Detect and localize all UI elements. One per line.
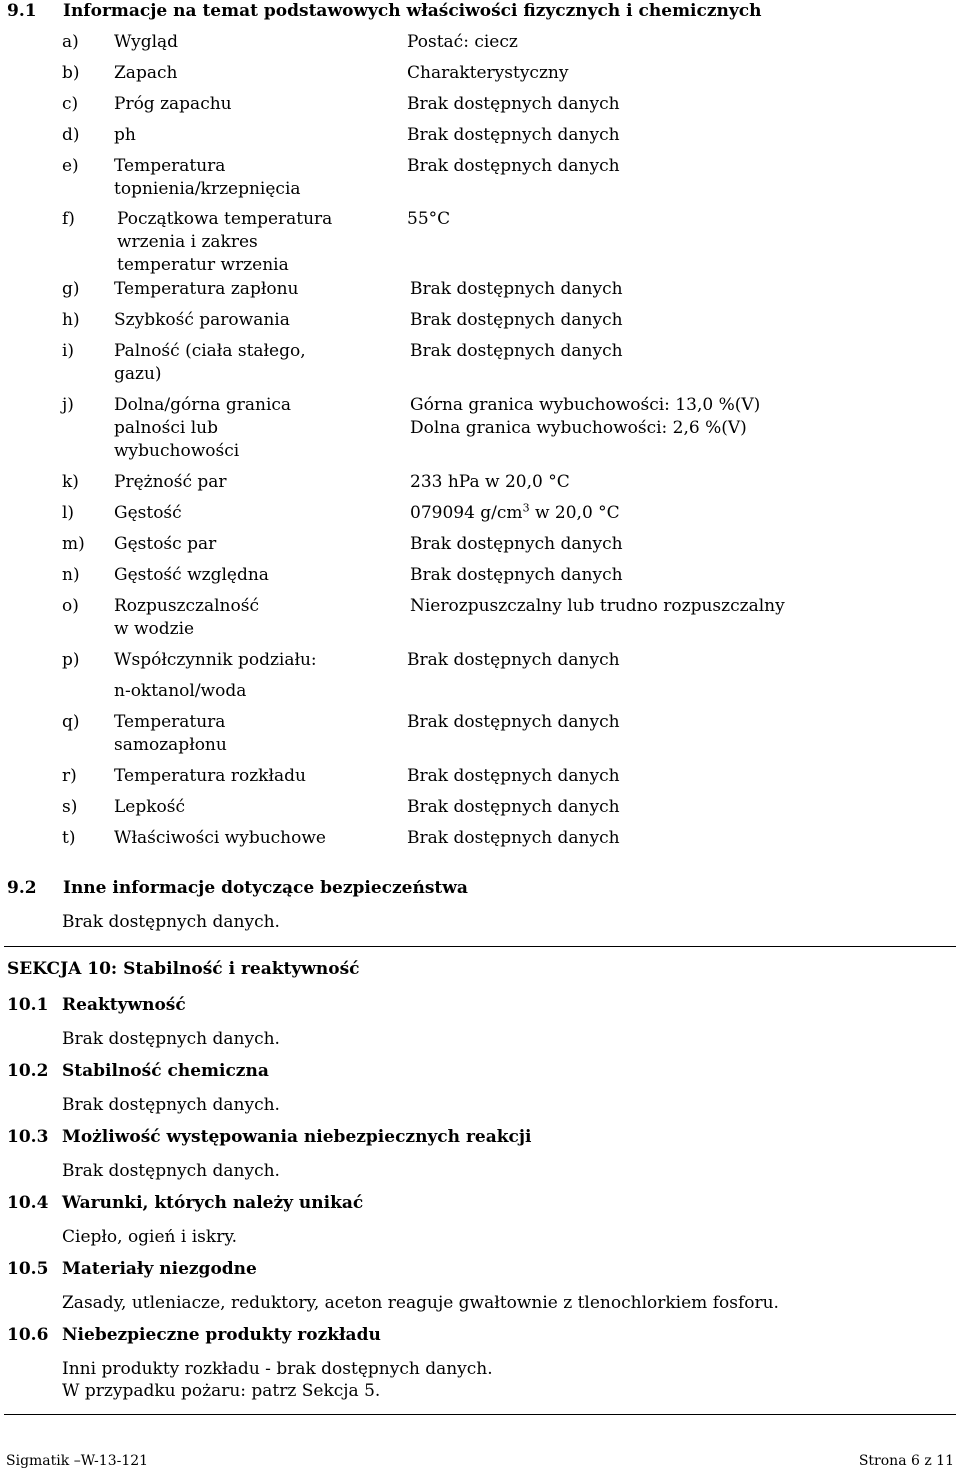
property-value: Brak dostępnych danych xyxy=(407,828,620,848)
property-label: Prężność par xyxy=(114,472,227,492)
subsection-title: Materiały niezgodne xyxy=(62,1259,257,1279)
property-value xyxy=(410,502,620,525)
property-letter: f) xyxy=(62,209,75,229)
property-label: Właściwości wybuchowe xyxy=(114,828,326,848)
property-value: 233 hPa w 20,0 °C xyxy=(410,472,570,492)
property-value: Brak dostępnych danych xyxy=(407,156,620,176)
property-label: Gęstość względna xyxy=(114,565,269,585)
property-letter: k) xyxy=(62,472,79,492)
property-value: Brak dostępnych danych xyxy=(410,279,623,299)
subsection-text: Brak dostępnych danych. xyxy=(62,1029,280,1049)
subsection-number: 10.2 xyxy=(7,1061,49,1081)
property-label: Temperatura xyxy=(114,156,226,176)
subsection-text: Brak dostępnych danych. xyxy=(62,1095,280,1115)
property-value: Brak dostępnych danych xyxy=(410,341,623,361)
property-label: Gęstośc par xyxy=(114,534,217,554)
property-letter: g) xyxy=(62,279,80,299)
property-letter: j) xyxy=(62,395,74,415)
density-value: 079094 g/cm xyxy=(410,503,523,523)
property-value: Brak dostępnych danych xyxy=(410,565,623,585)
property-label: Początkowa temperatura xyxy=(117,209,333,229)
property-value: Brak dostępnych danych xyxy=(410,534,623,554)
property-letter: l) xyxy=(62,503,75,523)
subsection-number: 10.4 xyxy=(7,1193,49,1213)
section-number: 9.2 xyxy=(7,878,37,898)
subsection-number: 10.1 xyxy=(7,995,49,1015)
property-label: n-oktanol/woda xyxy=(114,681,247,701)
density-temperature: w 20,0 °C xyxy=(529,503,620,523)
property-letter: h) xyxy=(62,310,80,330)
property-label: Temperatura zapłonu xyxy=(114,279,299,299)
property-letter: o) xyxy=(62,596,79,616)
property-letter: q) xyxy=(62,712,80,732)
property-letter: e) xyxy=(62,156,79,176)
divider xyxy=(4,1414,956,1415)
property-label: wybuchowości xyxy=(114,441,240,461)
section-title: Informacje na temat podstawowych właściwości fizycznych i chemicznych xyxy=(63,1,762,21)
property-letter: t) xyxy=(62,828,76,848)
property-value: Górna granica wybuchowości: 13,0 %(V) xyxy=(410,395,761,415)
subsection-title: Reaktywność xyxy=(62,995,186,1015)
footer-doc-id: Sigmatik –W-13-121 xyxy=(6,1453,149,1469)
property-label: wrzenia i zakres xyxy=(117,232,258,252)
property-letter: i) xyxy=(62,341,75,361)
subsection-number: 10.5 xyxy=(7,1259,49,1279)
property-label: Temperatura rozkładu xyxy=(114,766,306,786)
property-label: Gęstość xyxy=(114,503,182,523)
property-value: Postać: ciecz xyxy=(407,32,518,52)
property-value: Brak dostępnych danych xyxy=(407,766,620,786)
property-label: Współczynnik podziału: xyxy=(114,650,317,670)
property-letter: p) xyxy=(62,650,80,670)
property-letter: m) xyxy=(62,534,85,554)
subsection-title: Możliwość występowania niebezpiecznych reakcji xyxy=(62,1127,532,1147)
section10-title: SEKCJA 10: Stabilność i reaktywność xyxy=(7,959,360,979)
property-label: palności lub xyxy=(114,418,218,438)
section-number: 9.1 xyxy=(7,1,37,21)
property-letter: n) xyxy=(62,565,80,585)
property-label: Wygląd xyxy=(114,32,179,52)
property-letter: d) xyxy=(62,125,80,145)
subsection-number: 10.6 xyxy=(7,1325,49,1345)
property-value: 55°C xyxy=(407,209,451,229)
property-value: Charakterystyczny xyxy=(407,63,569,83)
property-value: Brak dostępnych danych xyxy=(407,94,620,114)
property-label: Palność (ciała stałego, xyxy=(114,341,306,361)
footer-page-number: Strona 6 z 11 xyxy=(858,1453,954,1469)
section-title: Inne informacje dotyczące bezpieczeństwa xyxy=(63,878,468,898)
property-label: gazu) xyxy=(114,364,162,384)
property-label: temperatur wrzenia xyxy=(117,255,289,275)
property-value: Brak dostępnych danych xyxy=(407,650,620,670)
property-label: Lepkość xyxy=(114,797,186,817)
subsection-text: Zasady, utleniacze, reduktory, aceton reaguje gwałtownie z tlenochlorkiem fosforu. xyxy=(62,1293,779,1313)
property-value: Brak dostępnych danych xyxy=(407,797,620,817)
subsection-text: W przypadku pożaru: patrz Sekcja 5. xyxy=(62,1381,381,1401)
subsection-text: Brak dostępnych danych. xyxy=(62,1161,280,1181)
density-unit-exponent: 3 xyxy=(522,501,530,515)
subsection-title: Warunki, których należy unikać xyxy=(62,1193,364,1213)
property-value: Dolna granica wybuchowości: 2,6 %(V) xyxy=(410,418,747,438)
property-label: ph xyxy=(114,125,136,145)
subsection-text: Ciepło, ogień i iskry. xyxy=(62,1227,238,1247)
property-value: Brak dostępnych danych xyxy=(407,125,620,145)
property-value: Nierozpuszczalny lub trudno rozpuszczalny xyxy=(410,596,785,616)
property-label: Dolna/górna granica xyxy=(114,395,292,415)
property-label: Szybkość parowania xyxy=(114,310,290,330)
subsection-title: Niebezpieczne produkty rozkładu xyxy=(62,1325,381,1345)
property-label: Rozpuszczalność xyxy=(114,596,259,616)
property-letter: r) xyxy=(62,766,77,786)
property-label: Próg zapachu xyxy=(114,94,232,114)
subsection-number: 10.3 xyxy=(7,1127,49,1147)
property-label: Temperatura xyxy=(114,712,226,732)
subsection-title: Stabilność chemiczna xyxy=(62,1061,269,1081)
divider xyxy=(4,946,956,947)
property-value: Brak dostępnych danych xyxy=(410,310,623,330)
property-label: w wodzie xyxy=(114,619,195,639)
property-label: topnienia/krzepnięcia xyxy=(114,179,301,199)
property-letter: c) xyxy=(62,94,79,114)
property-label: samozapłonu xyxy=(114,735,227,755)
property-letter: a) xyxy=(62,32,79,52)
subsection-text: Inni produkty rozkładu - brak dostępnych danych. xyxy=(62,1359,493,1379)
property-label: Zapach xyxy=(114,63,178,83)
property-letter: b) xyxy=(62,63,80,83)
property-letter: s) xyxy=(62,797,78,817)
section-text: Brak dostępnych danych. xyxy=(62,912,280,932)
property-value: Brak dostępnych danych xyxy=(407,712,620,732)
